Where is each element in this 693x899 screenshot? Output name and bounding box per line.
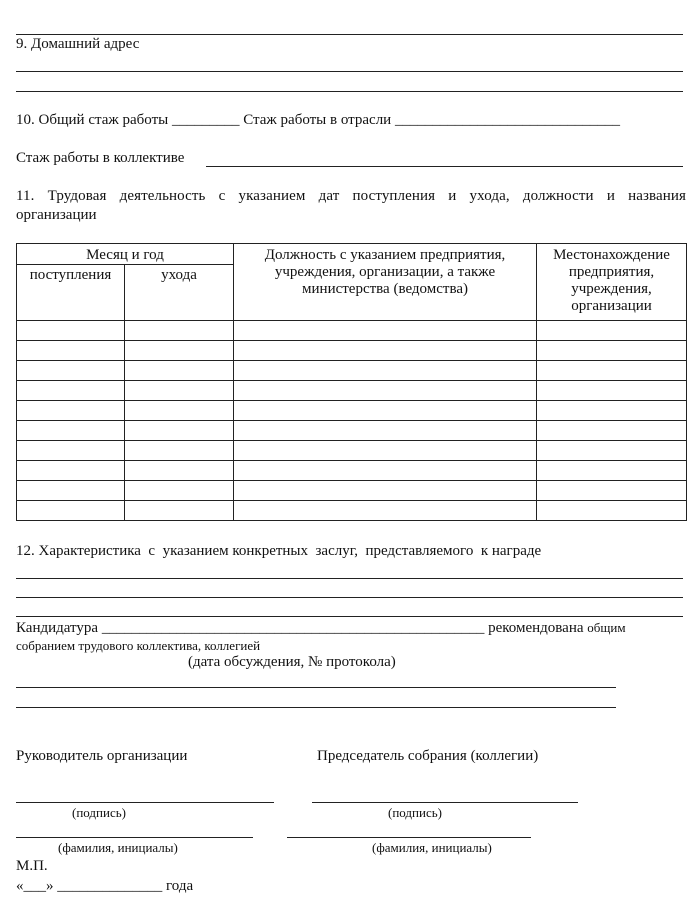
- position-cell[interactable]: [234, 421, 537, 441]
- location-cell[interactable]: [537, 361, 687, 381]
- location-cell[interactable]: [537, 481, 687, 501]
- location-header: [537, 244, 687, 321]
- table-row: [17, 481, 687, 501]
- characteristic-line-2[interactable]: [16, 597, 683, 598]
- characteristic-label: 12. Характеристика с указанием конкретных заслуг, представляемого к награде: [16, 543, 542, 559]
- location-cell[interactable]: [537, 401, 687, 421]
- exit-cell[interactable]: [125, 501, 234, 521]
- candidacy-label: Кандидатура: [16, 620, 99, 636]
- exit-cell[interactable]: [125, 321, 234, 341]
- table-row: [17, 461, 687, 481]
- total-experience-text: 10. Общий стаж работы: [16, 112, 169, 128]
- table-row: [17, 321, 687, 341]
- location-header-line: Местонахождение: [553, 247, 670, 263]
- exit-cell[interactable]: [125, 401, 234, 421]
- entry-cell[interactable]: [17, 361, 125, 381]
- position-cell[interactable]: [234, 401, 537, 421]
- location-cell[interactable]: [537, 501, 687, 521]
- table-row: [17, 441, 687, 461]
- characteristic-line-3[interactable]: [16, 616, 683, 617]
- chair-signature-line[interactable]: [312, 802, 578, 803]
- table-row: [17, 381, 687, 401]
- head-signature-line[interactable]: [16, 802, 274, 803]
- exit-cell[interactable]: [125, 361, 234, 381]
- location-cell[interactable]: [537, 461, 687, 481]
- candidacy-field[interactable]: ___________________________________________________: [101, 620, 485, 636]
- top-rule: [16, 34, 683, 35]
- collective-experience-field[interactable]: [206, 166, 683, 167]
- industry-experience-field[interactable]: ______________________________: [394, 112, 620, 128]
- discussion-date-note: (дата обсуждения, № протокола): [188, 654, 396, 670]
- assembly-label: собранием трудового коллектива, коллегией: [16, 638, 261, 653]
- position-cell[interactable]: [234, 441, 537, 461]
- location-cell[interactable]: [537, 321, 687, 341]
- entry-cell[interactable]: [17, 441, 125, 461]
- position-header-line: учреждения, организации, а также: [274, 264, 496, 280]
- location-cell[interactable]: [537, 381, 687, 401]
- location-header-line: учреждения,: [571, 281, 652, 297]
- table-row: [17, 501, 687, 521]
- recommended-label: рекомендована: [488, 620, 584, 636]
- entry-cell[interactable]: [17, 401, 125, 421]
- position-header-line: министерства (ведомства): [302, 281, 469, 297]
- exit-cell[interactable]: [125, 461, 234, 481]
- discussion-line-2[interactable]: [16, 707, 616, 708]
- chair-name-caption: (фамилия, инициалы): [372, 840, 492, 855]
- table-row: [17, 421, 687, 441]
- date-open-quote: «: [16, 878, 24, 894]
- year-label: года: [166, 878, 194, 894]
- chair-name-line[interactable]: [287, 837, 531, 838]
- exit-cell[interactable]: [125, 381, 234, 401]
- head-of-organization-label: Руководитель организации: [16, 748, 188, 764]
- entry-cell[interactable]: [17, 381, 125, 401]
- entry-cell[interactable]: [17, 341, 125, 361]
- home-address-label: 9. Домашний адрес: [16, 36, 140, 52]
- total-experience-field[interactable]: _________: [171, 112, 240, 128]
- position-cell[interactable]: [234, 381, 537, 401]
- head-name-caption: (фамилия, инициалы): [58, 840, 178, 855]
- table-row: [17, 361, 687, 381]
- exit-date-header: ухода: [125, 265, 234, 321]
- assembly-chair-label: Председатель собрания (коллегии): [317, 748, 539, 764]
- day-field[interactable]: ___: [23, 878, 46, 894]
- exit-cell[interactable]: [125, 441, 234, 461]
- entry-cell[interactable]: [17, 501, 125, 521]
- candidacy-row: [16, 621, 626, 636]
- position-header: [234, 244, 537, 321]
- home-address-line-1[interactable]: [16, 71, 683, 72]
- entry-cell[interactable]: [17, 461, 125, 481]
- table-row: [17, 341, 687, 361]
- entry-cell[interactable]: [17, 321, 125, 341]
- entry-cell[interactable]: [17, 421, 125, 441]
- entry-date-header: поступления: [17, 265, 125, 321]
- collective-experience-label: Стаж работы в коллективе: [16, 150, 185, 166]
- head-signature-caption: (подпись): [72, 805, 126, 820]
- position-cell[interactable]: [234, 461, 537, 481]
- position-header-line: Должность с указанием предприятия,: [264, 247, 506, 263]
- location-header-line: предприятия,: [568, 264, 655, 280]
- seal-label: М.П.: [16, 858, 48, 874]
- location-header-line: организации: [571, 298, 652, 314]
- location-cell[interactable]: [537, 421, 687, 441]
- table-header-row: [17, 244, 687, 265]
- characteristic-line-1[interactable]: [16, 578, 683, 579]
- general-label: общим: [587, 620, 626, 635]
- work-history-heading-line1: 11. Трудовая деятельность с указанием дат поступления и ухода, должности и названия: [16, 188, 686, 204]
- head-name-line[interactable]: [16, 837, 253, 838]
- position-cell[interactable]: [234, 481, 537, 501]
- work-history-heading-line2: организации: [16, 207, 97, 223]
- industry-experience-text: Стаж работы в отрасли: [243, 112, 392, 128]
- location-cell[interactable]: [537, 341, 687, 361]
- home-address-line-2[interactable]: [16, 91, 683, 92]
- position-cell[interactable]: [234, 341, 537, 361]
- month-field[interactable]: ______________: [57, 878, 163, 894]
- location-cell[interactable]: [537, 441, 687, 461]
- position-cell[interactable]: [234, 321, 537, 341]
- total-experience-label: [16, 113, 620, 128]
- date-close-quote: »: [46, 878, 54, 894]
- exit-cell[interactable]: [125, 421, 234, 441]
- chair-signature-caption: (подпись): [388, 805, 442, 820]
- position-cell[interactable]: [234, 361, 537, 381]
- work-history-table: [16, 243, 687, 521]
- entry-cell[interactable]: [17, 481, 125, 501]
- table-row: [17, 401, 687, 421]
- exit-cell[interactable]: [125, 341, 234, 361]
- date-row: [16, 879, 193, 894]
- month-year-header: Месяц и год: [17, 244, 234, 265]
- exit-cell[interactable]: [125, 481, 234, 501]
- position-cell[interactable]: [234, 501, 537, 521]
- discussion-line-1[interactable]: [16, 687, 616, 688]
